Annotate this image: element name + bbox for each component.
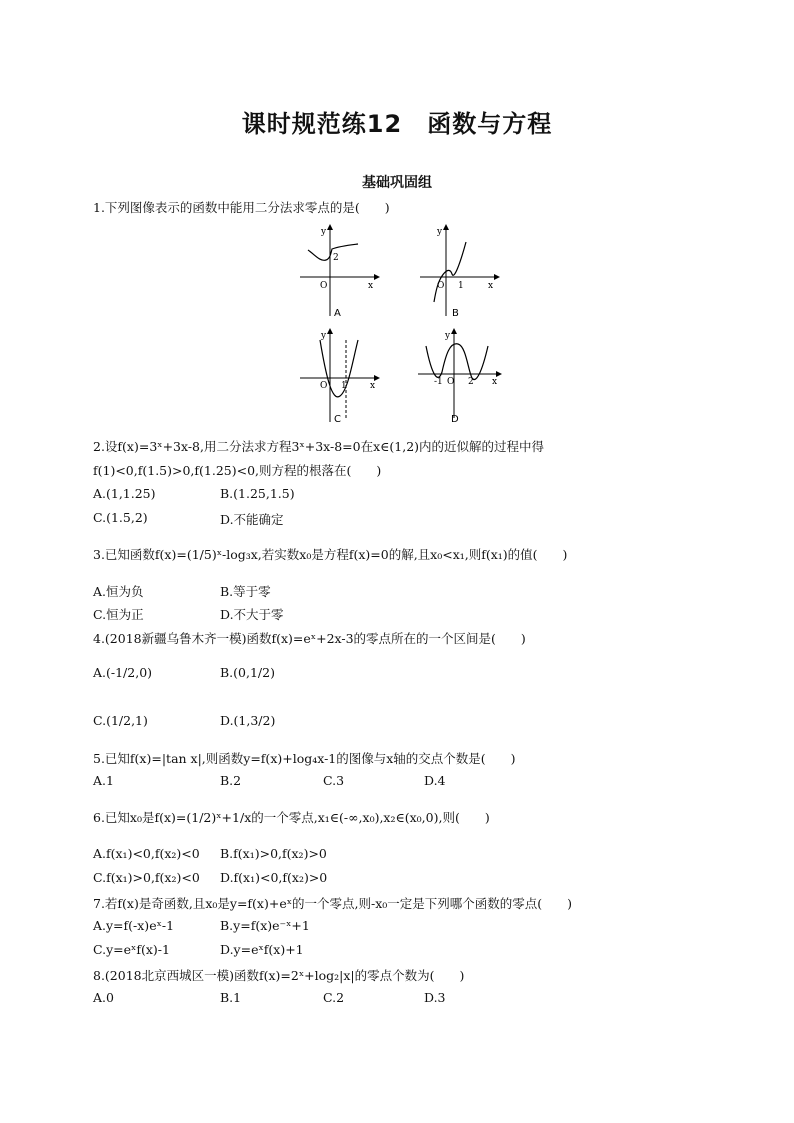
graph-b-x-label: x (488, 281, 494, 291)
q7-option-b[interactable]: B.y=f(x)e⁻ˣ+1 (220, 918, 310, 933)
q5-option-d[interactable]: D.4 (424, 773, 446, 788)
graph-a-tick: 2 (333, 253, 339, 263)
graph-d-origin: O (447, 377, 455, 387)
q2-option-a[interactable]: A.(1,1.25) (93, 486, 156, 501)
graph-b-label: B (452, 308, 459, 318)
q3-option-c[interactable]: C.恒为正 (93, 607, 144, 622)
q2-option-c[interactable]: C.(1.5,2) (93, 510, 148, 525)
graph-c-tick: 1 (341, 381, 347, 391)
question-5-stem: 5.已知f(x)=|tan x|,则函数y=f(x)+log₄x-1的图像与x轴的交点个数是( ) (93, 751, 516, 766)
graph-a-y-label: y (321, 227, 327, 237)
q7-option-a[interactable]: A.y=f(-x)eˣ-1 (93, 918, 175, 933)
q8-option-b[interactable]: B.1 (220, 990, 242, 1005)
question-6-stem: 6.已知x₀是f(x)=(1/2)ˣ+1/x的一个零点,x₁∈(-∞,x₀),x₂∈(x₀,0),则( ) (93, 810, 490, 825)
graph-b (416, 224, 500, 318)
q4-option-c[interactable]: C.(1/2,1) (93, 713, 148, 728)
q5-option-a[interactable]: A.1 (93, 773, 114, 788)
graph-b-y-label: y (437, 227, 443, 237)
graph-d-y-label: y (445, 331, 451, 341)
section-heading: 基础巩固组 (362, 175, 432, 191)
q2-option-d[interactable]: D.不能确定 (220, 512, 284, 527)
question-4-stem: 4.(2018新疆乌鲁木齐一模)函数f(x)=eˣ+2x-3的零点所在的一个区间是( ) (93, 631, 526, 646)
q8-option-d[interactable]: D.3 (424, 990, 446, 1005)
graph-b-origin: O (437, 281, 445, 291)
q4-option-a[interactable]: A.(-1/2,0) (93, 665, 153, 680)
q8-option-c[interactable]: C.2 (323, 990, 345, 1005)
q5-option-b[interactable]: B.2 (220, 773, 242, 788)
q3-option-d[interactable]: D.不大于零 (220, 607, 284, 622)
graph-c-label: C (334, 414, 341, 424)
graph-d-tick-left: -1 (434, 377, 443, 387)
q7-option-d[interactable]: D.y=eˣf(x)+1 (220, 942, 304, 957)
question-2-stem: 2.设f(x)=3ˣ+3x-8,用二分法求方程3ˣ+3x-8=0在x∈(1,2)内的近似解的过程中得 (93, 439, 545, 454)
q4-option-d[interactable]: D.(1,3/2) (220, 713, 276, 728)
page-title: 课时规范练12 函数与方程 (241, 110, 553, 138)
q4-option-b[interactable]: B.(0,1/2) (220, 665, 275, 680)
question-1-stem: 1.下列图像表示的函数中能用二分法求零点的是( ) (93, 200, 390, 215)
q6-option-d[interactable]: D.f(x₁)<0,f(x₂)>0 (220, 870, 328, 885)
graph-d-tick-right: 2 (468, 377, 474, 387)
q3-option-b[interactable]: B.等于零 (220, 584, 271, 599)
question-3-stem: 3.已知函数f(x)=(1/5)ˣ-log₃x,若实数x₀是方程f(x)=0的解,且x₀<x₁,则f(x₁)的值( ) (93, 547, 568, 562)
question-7-stem: 7.若f(x)是奇函数,且x₀是y=f(x)+eˣ的一个零点,则-x₀一定是下列哪个函数的零点( ) (93, 896, 573, 911)
q2-option-b[interactable]: B.(1.25,1.5) (220, 486, 295, 501)
graph-a-origin: O (320, 281, 328, 291)
graph-c (296, 326, 380, 424)
q7-option-c[interactable]: C.y=eˣf(x)-1 (93, 942, 170, 957)
graph-d (414, 326, 504, 424)
q8-option-a[interactable]: A.0 (93, 990, 114, 1005)
q6-option-a[interactable]: A.f(x₁)<0,f(x₂)<0 (93, 846, 200, 861)
q6-option-b[interactable]: B.f(x₁)>0,f(x₂)>0 (220, 846, 327, 861)
q3-option-a[interactable]: A.恒为负 (93, 584, 144, 599)
graph-c-y-label: y (321, 331, 327, 341)
graph-d-label: D (451, 414, 459, 424)
question-2-stem-cont: f(1)<0,f(1.5)>0,f(1.25)<0,则方程的根落在( ) (93, 463, 382, 478)
graph-d-x-label: x (492, 377, 498, 387)
graph-c-x-label: x (370, 381, 376, 391)
question-8-stem: 8.(2018北京西城区一模)函数f(x)=2ˣ+log₂|x|的零点个数为( ) (93, 968, 465, 983)
graph-c-origin: O (320, 381, 328, 391)
graph-a-x-label: x (368, 281, 374, 291)
graph-a (296, 224, 380, 318)
graph-a-label: A (334, 308, 341, 318)
q6-option-c[interactable]: C.f(x₁)>0,f(x₂)<0 (93, 870, 200, 885)
q5-option-c[interactable]: C.3 (323, 773, 345, 788)
graph-b-tick: 1 (458, 281, 464, 291)
